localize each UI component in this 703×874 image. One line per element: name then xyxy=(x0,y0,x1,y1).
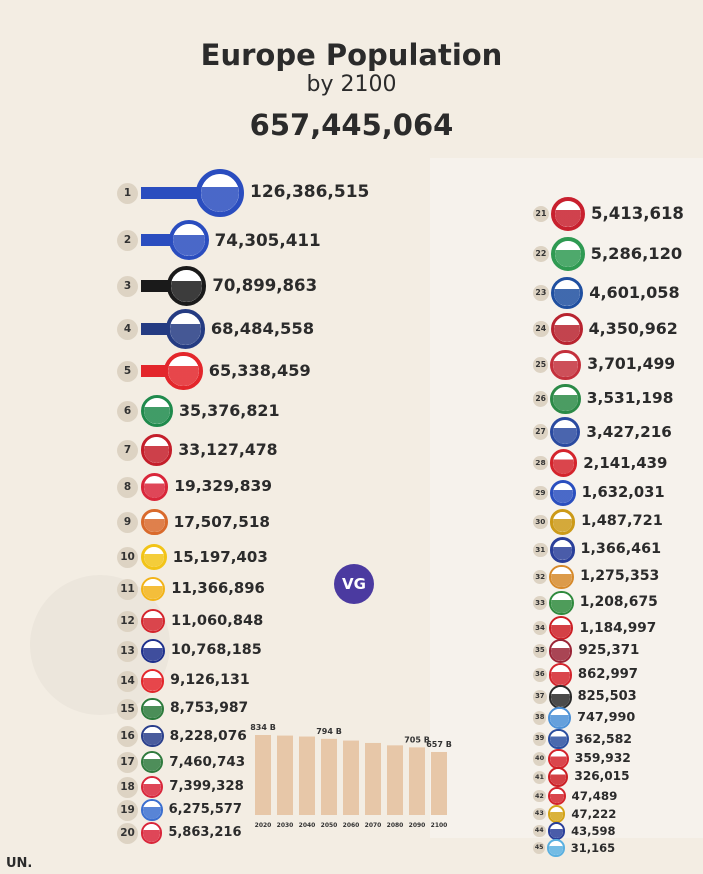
flag-fill xyxy=(550,824,564,838)
population-value: 1,208,675 xyxy=(579,594,658,611)
population-value: 11,366,896 xyxy=(171,579,265,597)
population-value: 326,015 xyxy=(574,769,630,784)
rank-badge: 9 xyxy=(117,512,138,533)
flag-fill xyxy=(553,512,572,531)
flag-icon xyxy=(141,751,163,773)
trend-year-label: 2020 xyxy=(254,822,272,829)
population-value: 11,060,848 xyxy=(171,611,264,629)
flag-fill xyxy=(144,547,164,567)
trend-year-label: 2060 xyxy=(342,822,360,829)
flag-icon xyxy=(141,669,164,692)
population-value: 10,768,185 xyxy=(170,642,262,659)
flag-fill xyxy=(553,420,577,444)
rank-badge: 12 xyxy=(117,611,138,632)
trend-value-label: 657 B xyxy=(426,739,452,749)
population-value: 1,632,031 xyxy=(581,483,665,501)
trend-year-label: 2080 xyxy=(386,822,404,829)
flag-icon xyxy=(548,822,566,840)
flag-icon xyxy=(551,237,585,271)
total-population: 657,445,064 xyxy=(249,108,454,142)
chart-subtitle: by 2100 xyxy=(306,72,397,97)
trend-bar xyxy=(255,735,271,815)
population-value: 5,286,120 xyxy=(590,243,683,263)
flag-fill xyxy=(553,353,578,378)
flag-fill xyxy=(143,753,161,771)
rank-badge: 19 xyxy=(117,800,138,821)
population-value: 2,141,439 xyxy=(583,453,668,472)
rank-badge: 25 xyxy=(533,357,548,372)
rank-badge: 8 xyxy=(117,477,138,498)
flag-fill xyxy=(550,709,569,728)
flag-icon xyxy=(141,725,164,748)
rank-badge: 33 xyxy=(533,596,547,610)
flag-fill xyxy=(143,824,160,841)
rank-badge: 42 xyxy=(533,790,546,803)
rank-badge: 5 xyxy=(117,361,138,382)
source-label: UN. xyxy=(6,856,33,871)
population-value: 19,329,839 xyxy=(174,477,273,496)
population-value: 3,701,499 xyxy=(587,355,676,374)
rank-badge: 16 xyxy=(117,726,138,747)
flag-icon xyxy=(141,822,162,843)
population-trend-chart xyxy=(250,715,460,833)
population-value: 74,305,411 xyxy=(214,229,321,250)
rank-badge: 35 xyxy=(533,644,547,658)
population-value: 15,197,403 xyxy=(172,547,268,566)
flag-fill xyxy=(144,476,165,497)
population-value: 359,932 xyxy=(574,751,631,766)
population-value: 362,582 xyxy=(574,731,633,747)
rank-badge: 27 xyxy=(533,424,548,439)
flag-fill xyxy=(551,665,570,684)
population-value: 747,990 xyxy=(577,710,636,726)
flag-fill xyxy=(553,452,574,473)
flag-icon xyxy=(169,220,209,260)
population-value: 70,899,863 xyxy=(212,275,318,295)
population-value: 3,427,216 xyxy=(586,422,672,441)
rank-badge: 43 xyxy=(533,808,546,821)
flag-fill xyxy=(551,567,572,588)
rank-badge: 45 xyxy=(533,842,545,854)
rank-badge: 6 xyxy=(117,401,138,422)
flag-icon xyxy=(141,698,164,721)
flag-icon xyxy=(551,197,585,231)
rank-badge: 32 xyxy=(533,570,547,584)
flag-icon xyxy=(550,537,575,562)
population-value: 68,484,558 xyxy=(210,318,315,338)
flag-icon xyxy=(548,805,566,823)
population-value: 8,753,987 xyxy=(169,700,249,717)
flag-fill xyxy=(553,540,572,559)
rank-badge: 26 xyxy=(533,391,548,406)
flag-icon xyxy=(548,729,569,750)
flag-fill xyxy=(143,801,161,819)
rank-badge: 2 xyxy=(117,230,138,251)
flag-fill xyxy=(143,611,163,631)
flag-fill xyxy=(551,618,571,638)
population-value: 8,228,076 xyxy=(169,727,247,744)
rank-badge: 39 xyxy=(533,732,546,745)
flag-fill xyxy=(550,807,564,821)
flag-icon xyxy=(141,639,165,663)
flag-fill xyxy=(555,241,581,267)
flag-fill xyxy=(549,841,562,854)
flag-fill xyxy=(553,483,573,503)
population-value: 5,413,618 xyxy=(591,203,684,223)
rank-badge: 13 xyxy=(117,641,138,662)
flag-fill xyxy=(143,641,163,661)
flag-fill xyxy=(551,593,572,614)
flag-icon xyxy=(550,449,577,476)
flag-fill xyxy=(551,687,570,706)
rank-badge: 1 xyxy=(117,183,138,204)
trend-value-label: 705 B xyxy=(404,735,430,745)
flag-icon xyxy=(550,509,575,534)
population-value: 47,489 xyxy=(571,788,618,803)
flag-fill xyxy=(144,398,170,424)
rank-badge: 10 xyxy=(117,547,138,568)
flag-fill xyxy=(170,313,201,344)
trend-year-label: 2040 xyxy=(298,822,316,829)
flag-fill xyxy=(168,356,198,386)
rank-badge: 23 xyxy=(533,285,549,301)
population-value: 126,386,515 xyxy=(250,182,370,203)
trend-bar xyxy=(387,745,403,815)
rank-badge: 17 xyxy=(117,752,138,773)
flag-icon xyxy=(141,434,172,465)
trend-year-label: 2050 xyxy=(320,822,338,829)
rank-badge: 31 xyxy=(533,543,548,558)
trend-bar xyxy=(343,741,359,815)
rank-badge: 41 xyxy=(533,771,546,784)
flag-fill xyxy=(143,778,161,796)
population-value: 9,126,131 xyxy=(170,672,250,689)
trend-year-label: 2030 xyxy=(276,822,294,829)
flag-fill xyxy=(551,641,570,660)
flag-icon xyxy=(141,509,168,536)
population-value: 825,503 xyxy=(577,688,637,704)
rank-badge: 40 xyxy=(533,752,546,765)
flag-icon xyxy=(141,609,165,633)
trend-bar xyxy=(321,739,337,815)
population-value: 6,275,577 xyxy=(168,801,242,817)
population-value: 47,222 xyxy=(571,806,617,821)
population-value: 1,366,461 xyxy=(580,541,662,558)
trend-bar xyxy=(277,736,293,815)
rank-badge: 38 xyxy=(533,711,546,724)
flag-icon xyxy=(548,787,566,805)
flag-fill xyxy=(550,789,564,803)
flag-icon xyxy=(141,395,173,427)
vg-logo: VG xyxy=(334,564,374,604)
flag-icon xyxy=(196,169,244,217)
rank-badge: 24 xyxy=(533,321,549,337)
rank-badge: 29 xyxy=(533,486,548,501)
population-value: 35,376,821 xyxy=(178,401,280,421)
chart-title: Europe Population xyxy=(200,38,503,72)
flag-fill xyxy=(171,270,202,301)
flag-fill xyxy=(201,174,239,212)
flag-fill xyxy=(550,769,566,785)
trend-year-label: 2090 xyxy=(408,822,426,829)
flag-fill xyxy=(555,201,581,227)
population-value: 17,507,518 xyxy=(173,512,271,531)
flag-icon xyxy=(141,776,163,798)
flag-icon xyxy=(549,663,572,686)
rank-badge: 14 xyxy=(117,671,138,692)
flag-icon xyxy=(551,313,583,345)
flag-icon xyxy=(549,591,574,616)
flag-fill xyxy=(173,224,205,256)
rank-badge: 18 xyxy=(117,777,138,798)
flag-fill xyxy=(550,731,567,748)
population-value: 4,350,962 xyxy=(588,319,678,339)
trend-year-label: 2100 xyxy=(430,822,448,829)
population-value: 862,997 xyxy=(577,666,638,682)
flag-fill xyxy=(554,316,580,342)
rank-badge: 3 xyxy=(117,276,138,297)
rank-badge: 44 xyxy=(533,825,546,838)
rank-badge: 21 xyxy=(533,206,549,222)
flag-icon xyxy=(549,639,572,662)
flag-icon xyxy=(167,266,206,305)
flag-fill xyxy=(143,671,162,690)
flag-fill xyxy=(144,512,165,533)
flag-fill xyxy=(553,387,578,412)
trend-bar xyxy=(409,747,425,815)
population-value: 43,598 xyxy=(571,823,616,838)
flag-fill xyxy=(143,727,162,746)
population-value: 31,165 xyxy=(570,840,616,855)
population-value: 5,863,216 xyxy=(168,824,242,840)
flag-icon xyxy=(141,473,168,500)
flag-icon xyxy=(141,544,167,570)
population-value: 1,275,353 xyxy=(580,568,660,585)
population-value: 1,487,721 xyxy=(581,512,663,529)
rank-badge: 15 xyxy=(117,699,138,720)
rank-badge: 28 xyxy=(533,456,548,471)
trend-value-label: 794 B xyxy=(316,726,342,736)
flag-fill xyxy=(143,579,163,599)
flag-icon xyxy=(547,839,564,856)
flag-icon xyxy=(141,799,163,821)
rank-badge: 7 xyxy=(117,440,138,461)
rank-badge: 37 xyxy=(533,690,547,704)
flag-icon xyxy=(141,577,165,601)
rank-badge: 36 xyxy=(533,668,547,682)
flag-icon xyxy=(550,384,581,415)
trend-bar xyxy=(299,737,315,815)
flag-fill xyxy=(550,751,567,768)
population-value: 7,399,328 xyxy=(169,778,244,794)
trend-year-label: 2070 xyxy=(364,822,382,829)
flag-fill xyxy=(143,700,162,719)
population-value: 1,184,997 xyxy=(579,619,657,636)
rank-badge: 34 xyxy=(533,621,547,635)
population-value: 925,371 xyxy=(578,642,640,658)
rank-badge: 30 xyxy=(533,515,548,530)
trend-bar xyxy=(365,743,381,815)
population-value: 33,127,478 xyxy=(178,440,278,460)
flag-icon xyxy=(164,352,202,390)
flag-icon xyxy=(549,685,572,708)
trend-value-label: 834 B xyxy=(250,723,276,732)
trend-bar xyxy=(431,752,447,815)
rank-badge: 11 xyxy=(117,579,138,600)
rank-badge: 22 xyxy=(533,246,549,262)
rank-badge: 20 xyxy=(117,823,138,844)
population-value: 4,601,058 xyxy=(589,283,680,303)
population-value: 65,338,459 xyxy=(208,361,311,380)
flag-icon xyxy=(166,309,205,348)
population-value: 3,531,198 xyxy=(586,389,674,408)
flag-icon xyxy=(550,480,576,506)
population-value: 7,460,743 xyxy=(169,753,246,770)
flag-fill xyxy=(144,437,169,462)
rank-badge: 4 xyxy=(117,319,138,340)
flag-fill xyxy=(554,280,581,307)
